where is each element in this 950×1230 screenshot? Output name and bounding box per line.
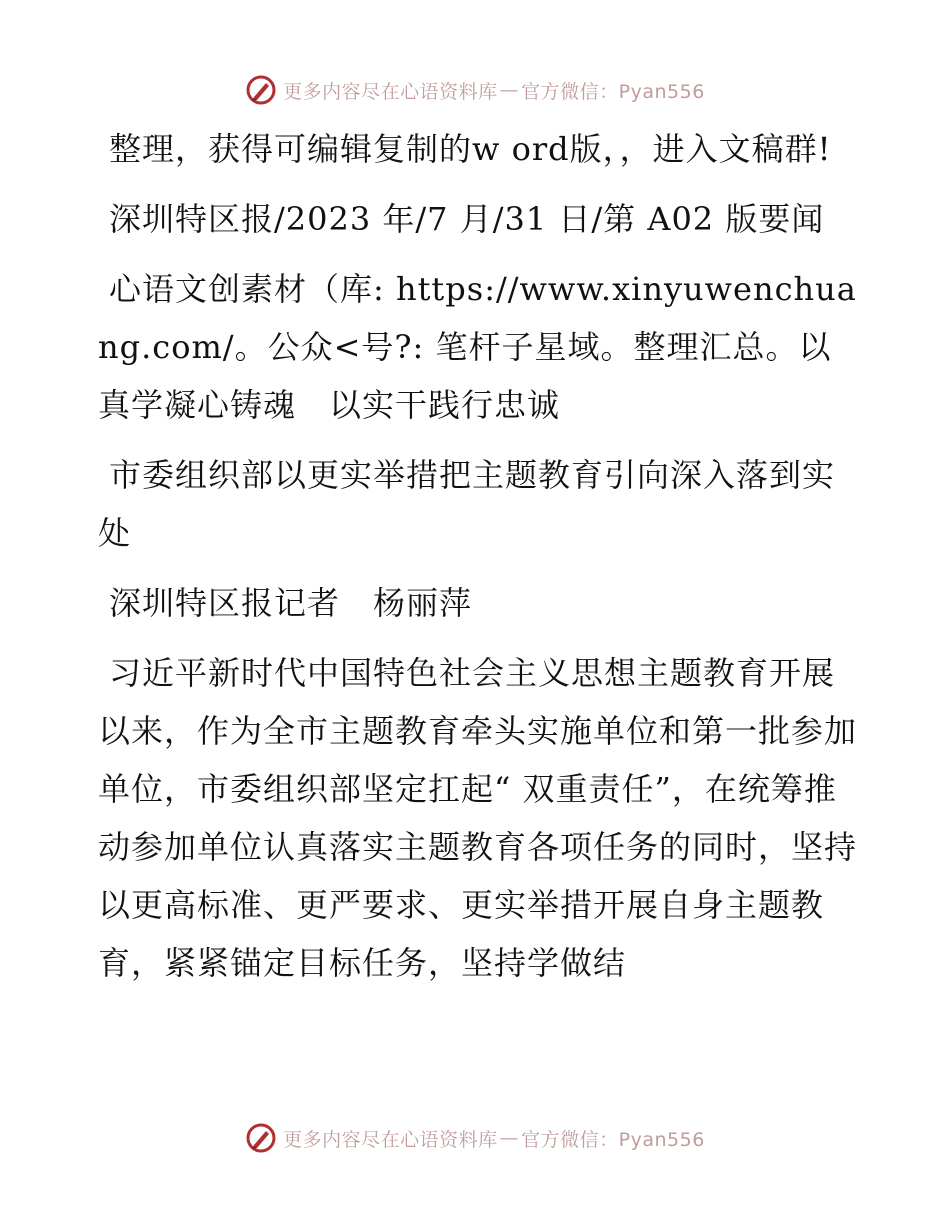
header-watermark bbox=[0, 70, 950, 110]
watermark-separator: — bbox=[499, 79, 520, 101]
pen-logo-icon bbox=[245, 1122, 277, 1154]
paragraph-source: 深圳特区报/2023 年/7 月/31 日/第 A02 版要闻 bbox=[109, 200, 825, 238]
watermark-text: 更多内容尽在心语资料库 bbox=[283, 80, 498, 103]
paragraph-library-title: 心语文创素材（库: https://www.xinyuwenchuang.com/。公众<号?: 笔杆子星域。整理汇总。以真学凝心铸魂 以实干践行忠诚 bbox=[98, 270, 857, 424]
watermark-contact: 官方微信：Pyan556 bbox=[521, 80, 705, 103]
paragraph-body: 习近平新时代中国特色社会主义思想主题教育开展以来，作为全市主题教育牵头实施单位和第一批参加单位，市委组织部坚定扛起“ 双重责任”，在统筹推动参加单位认真落实主题教育各项任务的同时，坚持以更高标准、更严要求、更实举措开展自身主题教育，紧紧锚定目标任务，坚持学做结 bbox=[98, 654, 858, 982]
paragraph-intro: 整理，获得可编辑复制的w ord版，，进入文稿群! bbox=[109, 130, 832, 168]
paragraph-byline: 深圳特区报记者 杨丽萍 bbox=[109, 584, 473, 622]
watermark-separator: — bbox=[499, 1127, 520, 1149]
watermark-text: 更多内容尽在心语资料库 bbox=[283, 1128, 498, 1151]
document-body bbox=[98, 120, 858, 1004]
footer-watermark bbox=[0, 1118, 950, 1158]
watermark-contact: 官方微信：Pyan556 bbox=[521, 1128, 705, 1151]
pen-logo-icon bbox=[245, 74, 277, 106]
paragraph-subtitle: 市委组织部以更实举措把主题教育引向深入落到实处 bbox=[98, 456, 836, 552]
